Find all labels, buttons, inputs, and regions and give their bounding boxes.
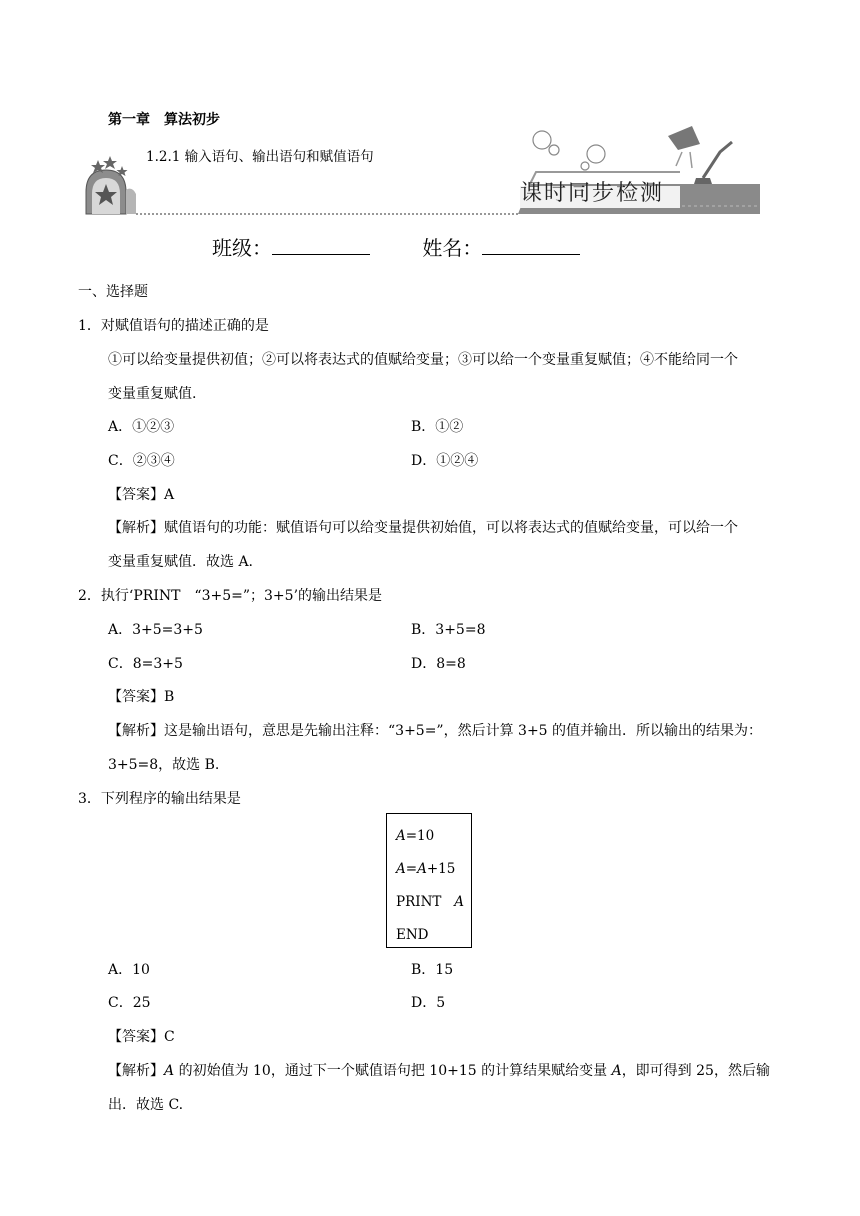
question-1-detail: ①可以给变量提供初值；②可以将表达式的值赋给变量；③可以给一个变量重复赋值；④不能给同一个 (108, 352, 738, 368)
question-1-analysis-cont: 变量重复赋值．故选 A. (108, 554, 254, 570)
program-code-box (386, 813, 472, 948)
banner-graphic (80, 122, 770, 218)
section-heading: 一、选择题 (78, 284, 148, 300)
question-2-analysis: 【解析】这是输出语句，意思是先输出注释：“3+5=”，然后计算 3+5 的值并输出．所以输出的结果为： (108, 723, 763, 739)
chapter-number: 第一章 (108, 112, 150, 128)
question-1-analysis: 【解析】赋值语句的功能：赋值语句可以给变量提供初始值，可以将表达式的值赋给变量，可以给一个 (108, 520, 738, 536)
question-2-option-c: C．8=3+5 (108, 656, 183, 672)
question-2-answer: 【答案】B (108, 689, 175, 705)
question-3-option-b: B．15 (411, 962, 454, 978)
question-3-option-c: C．25 (108, 995, 151, 1011)
star-badge-icon (86, 156, 136, 214)
question-1-option-b: B．①② (411, 419, 464, 435)
class-label: 班级： (212, 236, 272, 260)
question-1-option-c: C．②③④ (108, 453, 175, 469)
chapter-title: 算法初步 (164, 112, 220, 128)
question-2-stem: 2．执行‘PRINT “3+5=”；3+5’的输出结果是 (78, 588, 383, 604)
question-3-analysis-cont: 出．故选 C. (108, 1097, 184, 1113)
code-line-3: PRINT A (396, 894, 465, 910)
question-3-analysis: 【解析】A 的初始值为 10，通过下一个赋值语句把 10+15 的计算结果赋给变量 A，即可得到 25，然后输 (108, 1063, 770, 1079)
code-line-2: A=A+15 (396, 861, 456, 877)
question-1-answer: 【答案】A (108, 487, 175, 503)
question-3-answer: 【答案】C (108, 1029, 175, 1045)
question-1-stem: 1．对赋值语句的描述正确的是 (78, 318, 269, 334)
question-2-option-d: D．8=8 (411, 656, 466, 672)
question-2-analysis-cont: 3+5=8，故选 B. (108, 757, 220, 773)
question-1-detail-cont: 变量重复赋值. (108, 386, 197, 402)
question-2-option-a: A．3+5=3+5 (108, 622, 203, 638)
code-line-4: END (396, 927, 429, 943)
question-3-stem: 3．下列程序的输出结果是 (78, 791, 241, 807)
student-info-row (212, 232, 580, 261)
question-3-option-a: A．10 (108, 962, 150, 978)
desk-lamp-icon (668, 126, 732, 184)
section-title: 1.2.1 输入语句、输出语句和赋值语句 (146, 149, 374, 165)
code-line-1: A=10 (396, 828, 435, 844)
name-label: 姓名： (422, 236, 483, 260)
question-3-option-d: D．5 (411, 995, 446, 1011)
question-2-option-b: B．3+5=8 (411, 622, 486, 638)
question-1-option-a: A．①②③ (108, 419, 175, 435)
banner-title: 课时同步检测 (520, 181, 665, 206)
question-1-option-d: D．①②④ (411, 453, 479, 469)
class-blank[interactable] (272, 236, 370, 255)
name-blank[interactable] (482, 236, 580, 255)
